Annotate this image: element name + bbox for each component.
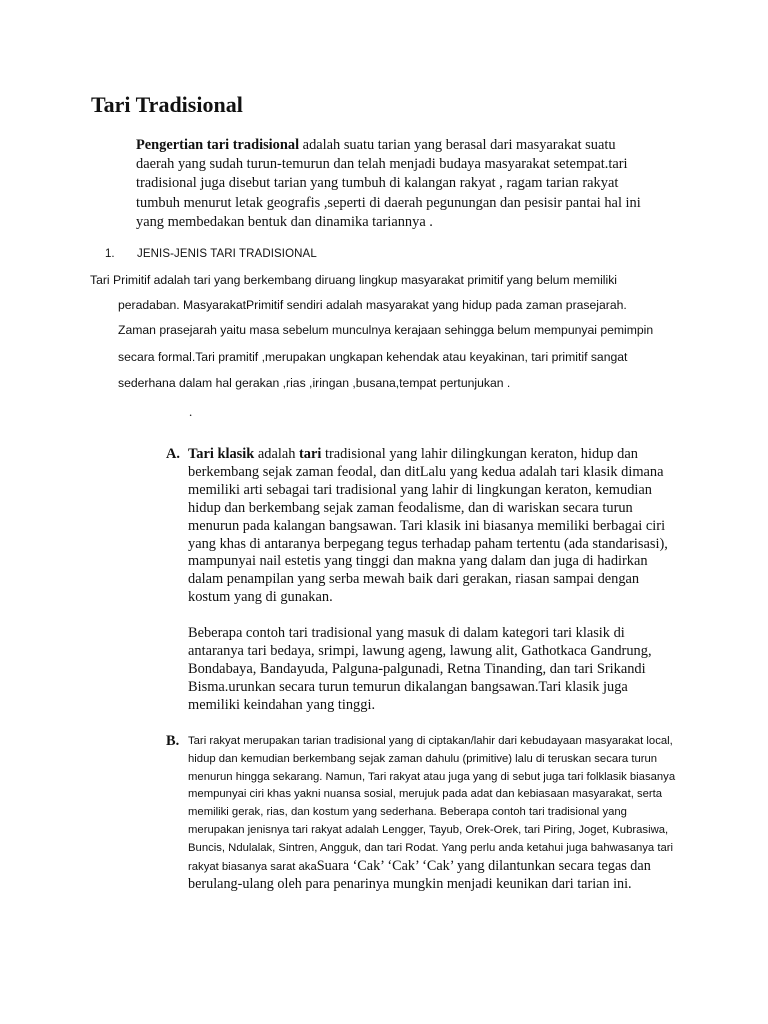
tari-rakyat-tail: Suara ‘Cak’ ‘Cak’ ‘Cak’ yang dilantunkan secara tegas dan berulang-ulang oleh para penarinya mungkin menjadi keunikan dari tarian ini. bbox=[188, 857, 651, 893]
tari-klasik-paragraph bbox=[188, 446, 673, 607]
primitif-line: secara formal.Tari pramitif ,merupakan ungkapan kehendak atau keyakinan, tari primitif sangat bbox=[118, 350, 628, 364]
tari-klasik-term: Tari klasik bbox=[188, 446, 255, 462]
tari-rakyat-text: Tari rakyat merupakan tarian tradisional yang di ciptakan/lahir dari kebudayaan masyarakat local, hidup dan kemudian berkembang sejak zaman dahulu (primitive) lalu di teruskan secara turun menurun hingga sekarang. Namun, Tari rakyat atau juga yang di sebut juga tari folklasik biasanya mempunyai ciri khas yakni nuansa sosial, merujuk pada adat dan kebiasaan masyarakat, serta memiliki gerak, rias, dan kostum yang sederhana. Beberapa contoh tari tradisional yang merupakan jenisnya tari rakyat adalah Lengger, Tayub, Orek-Orek, tari Piring, Joget, Kubrasiwa, Buncis, Ndulalak, Sintren, Angguk, dan tari Rodat. Yang perlu anda ketahui juga bahwasanya tari rakyat biasanya sarat aka bbox=[188, 735, 676, 873]
intro-term: Pengertian tari tradisional bbox=[136, 137, 300, 153]
primitif-line: Zaman prasejarah yaitu masa sebelum munculnya kerajaan sehingga belum mempunyai pemimpin bbox=[118, 323, 654, 337]
section-number: 1. bbox=[105, 248, 115, 260]
tari-klasik-text: tradisional yang lahir dilingkungan keraton, hidup dan berkembang sejak zaman feodal, dan ditLalu yang kedua adalah tari klasik dimana memiliki arti sebagai tari tradisional yang lahir di lingkungan keraton, kemudian hidup dan berkembang sejak zaman feodalisme, dan di wariskan secara turun menurun pada kalangan bangsawan. Tari klasik ini biasanya memiliki berbagai ciri yang khas di antaranya berpegang tegus terhadap paham tertentu (ada standarisasi), mampunyai nail estetis yang tinggi dan makna yang dalam dan juga di hadirkan dalam penampilan yang serba mewah baik dari gerakan, riasan sampai dengan kostum yang di gunakan. bbox=[188, 446, 668, 606]
stray-dot: . bbox=[189, 404, 193, 419]
tari-klasik-connector: adalah bbox=[254, 446, 300, 462]
section-heading: JENIS-JENIS TARI TRADISIONAL bbox=[137, 248, 317, 260]
list-marker-b: B. bbox=[166, 733, 180, 749]
list-marker-a: A. bbox=[166, 446, 180, 462]
tari-term: tari bbox=[299, 446, 322, 462]
primitif-line: sederhana dalam hal gerakan ,rias ,iringan ,busana,tempat pertunjukan . bbox=[118, 376, 511, 390]
primitif-line: peradaban. MasyarakatPrimitif sendiri adalah masyarakat yang hidup pada zaman prasejarah. bbox=[118, 298, 627, 312]
page-title: Tari Tradisional bbox=[91, 92, 243, 117]
tari-rakyat-paragraph bbox=[188, 733, 678, 895]
intro-paragraph bbox=[136, 136, 656, 232]
intro-text: adalah suatu tarian yang berasal dari masyarakat suatu daerah yang sudah turun-temurun dan telah menjadi budaya masyarakat setempat.tari tradisional juga disebut tarian yang tumbuh di kalangan rakyat , ragam tarian rakyat tumbuh menurut letak geografis ,seperti di daerah pegunungan dan pesisir pantai hal ini yang membedakan bentuk dan dinamika tariannya . bbox=[136, 137, 641, 230]
primitif-line: Tari Primitif adalah tari yang berkembang diruang lingkup masyarakat primitif yang belum memiliki bbox=[90, 273, 617, 287]
tari-klasik-examples: Beberapa contoh tari tradisional yang masuk di dalam kategori tari klasik di antaranya tari bedaya, srimpi, lawung ageng, lawung alit, Gathotkaca Gandrung, Bondabaya, Bandayuda, Palguna-palgunadi, Retna Tinanding, dan tari Srikandi Bisma.urunkan secara turun temurun dikalangan bangsawan.Tari klasik juga memiliki keindahan yang tinggi. bbox=[188, 625, 652, 713]
